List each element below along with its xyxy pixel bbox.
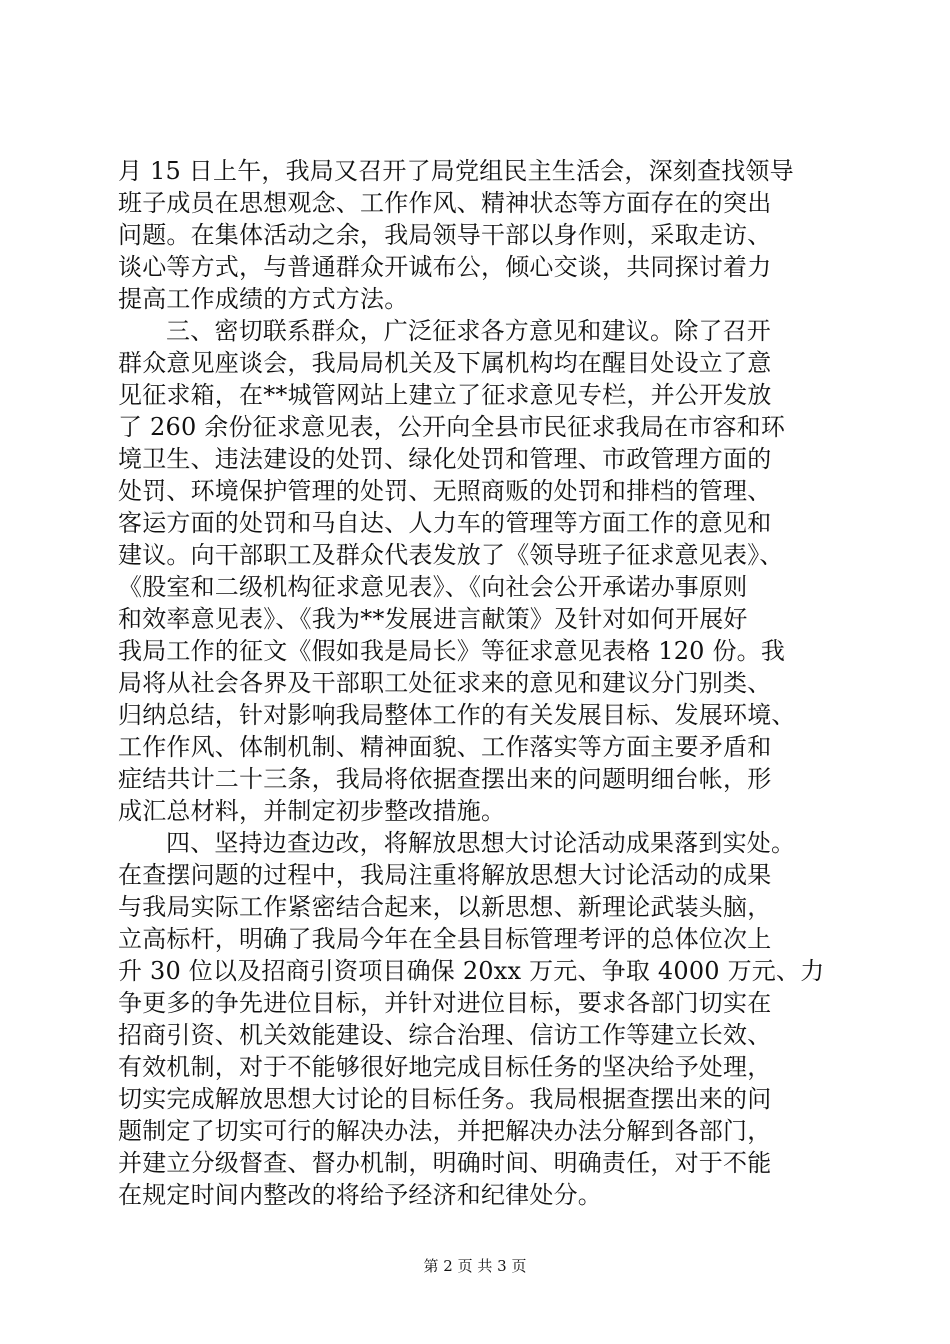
- text-line: 症结共计二十三条，我局将依据查摆出来的问题明细台帐，形: [118, 765, 772, 793]
- section-four-heading-line: 四、坚持边查边改，将解放思想大讨论活动成果落到实处。: [166, 829, 796, 857]
- text-line: 在规定时间内整改的将给予经济和纪律处分。: [118, 1181, 602, 1209]
- page-number-footer: 第 2 页 共 3 页: [423, 1257, 527, 1275]
- text-line: 工作作风、体制机制、精神面貌、工作落实等方面主要矛盾和: [118, 733, 772, 761]
- text-line: 争更多的争先进位目标，并针对进位目标，要求各部门切实在: [118, 989, 772, 1017]
- text-line: 立高标杆，明确了我局今年在全县目标管理考评的总体位次上: [118, 925, 772, 953]
- section-three-heading-line: 三、密切联系群众，广泛征求各方意见和建议。除了召开: [166, 317, 771, 345]
- text-line: 谈心等方式，与普通群众开诚布公，倾心交谈，共同探讨着力: [118, 253, 772, 281]
- text-line: 并建立分级督查、督办机制，明确时间、明确责任，对于不能: [118, 1149, 772, 1177]
- text-line: 招商引资、机关效能建设、综合治理、信访工作等建立长效、: [118, 1021, 772, 1049]
- text-line: 班子成员在思想观念、工作作风、精神状态等方面存在的突出: [118, 189, 772, 217]
- text-line: 月 15 日上午，我局又召开了局党组民主生活会，深刻查找领导: [118, 157, 794, 185]
- text-line: 建议。向干部职工及群众代表发放了《领导班子征求意见表》、: [118, 541, 784, 569]
- text-line: 局将从社会各界及干部职工处征求来的意见和建议分门别类、: [118, 669, 772, 697]
- text-line: 成汇总材料，并制定初步整改措施。: [118, 797, 506, 825]
- text-line: 提高工作成绩的方式方法。: [118, 285, 409, 313]
- text-line: 归纳总结，针对影响我局整体工作的有关发展目标、发展环境、: [118, 701, 796, 729]
- text-line: 境卫生、违法建设的处罚、绿化处罚和管理、市政管理方面的: [118, 445, 772, 473]
- text-line: 群众意见座谈会，我局局机关及下属机构均在醒目处设立了意: [118, 349, 772, 377]
- text-line: 在查摆问题的过程中，我局注重将解放思想大讨论活动的成果: [118, 861, 772, 889]
- text-line: 有效机制，对于不能够很好地完成目标任务的坚决给予处理，: [118, 1053, 772, 1081]
- text-line: 和效率意见表》、《我为**发展进言献策》及针对如何开展好: [118, 605, 748, 633]
- text-line: 客运方面的处罚和马自达、人力车的管理等方面工作的意见和: [118, 509, 772, 537]
- text-line: 题制定了切实可行的解决办法，并把解决办法分解到各部门，: [118, 1117, 772, 1145]
- text-line: 《股室和二级机构征求意见表》、《向社会公开承诺办事原则: [118, 573, 748, 601]
- text-line: 了 260 余份征求意见表，公开向全县市民征求我局在市容和环: [118, 413, 786, 441]
- text-line: 处罚、环境保护管理的处罚、无照商贩的处罚和排档的管理、: [118, 477, 772, 505]
- text-line: 见征求箱，在**城管网站上建立了征求意见专栏，并公开发放: [118, 381, 772, 409]
- body-text: [118, 155, 842, 1211]
- text-line: 切实完成解放思想大讨论的目标任务。我局根据查摆出来的问: [118, 1085, 772, 1113]
- text-line: 与我局实际工作紧密结合起来，以新思想、新理论武装头脑，: [118, 893, 772, 921]
- text-line: 问题。在集体活动之余，我局领导干部以身作则，采取走访、: [118, 221, 772, 249]
- text-line: 我局工作的征文《假如我是局长》等征求意见表格 120 份。我: [118, 637, 786, 665]
- text-line: 升 30 位以及招商引资项目确保 20xx 万元、争取 4000 万元、力: [118, 957, 825, 985]
